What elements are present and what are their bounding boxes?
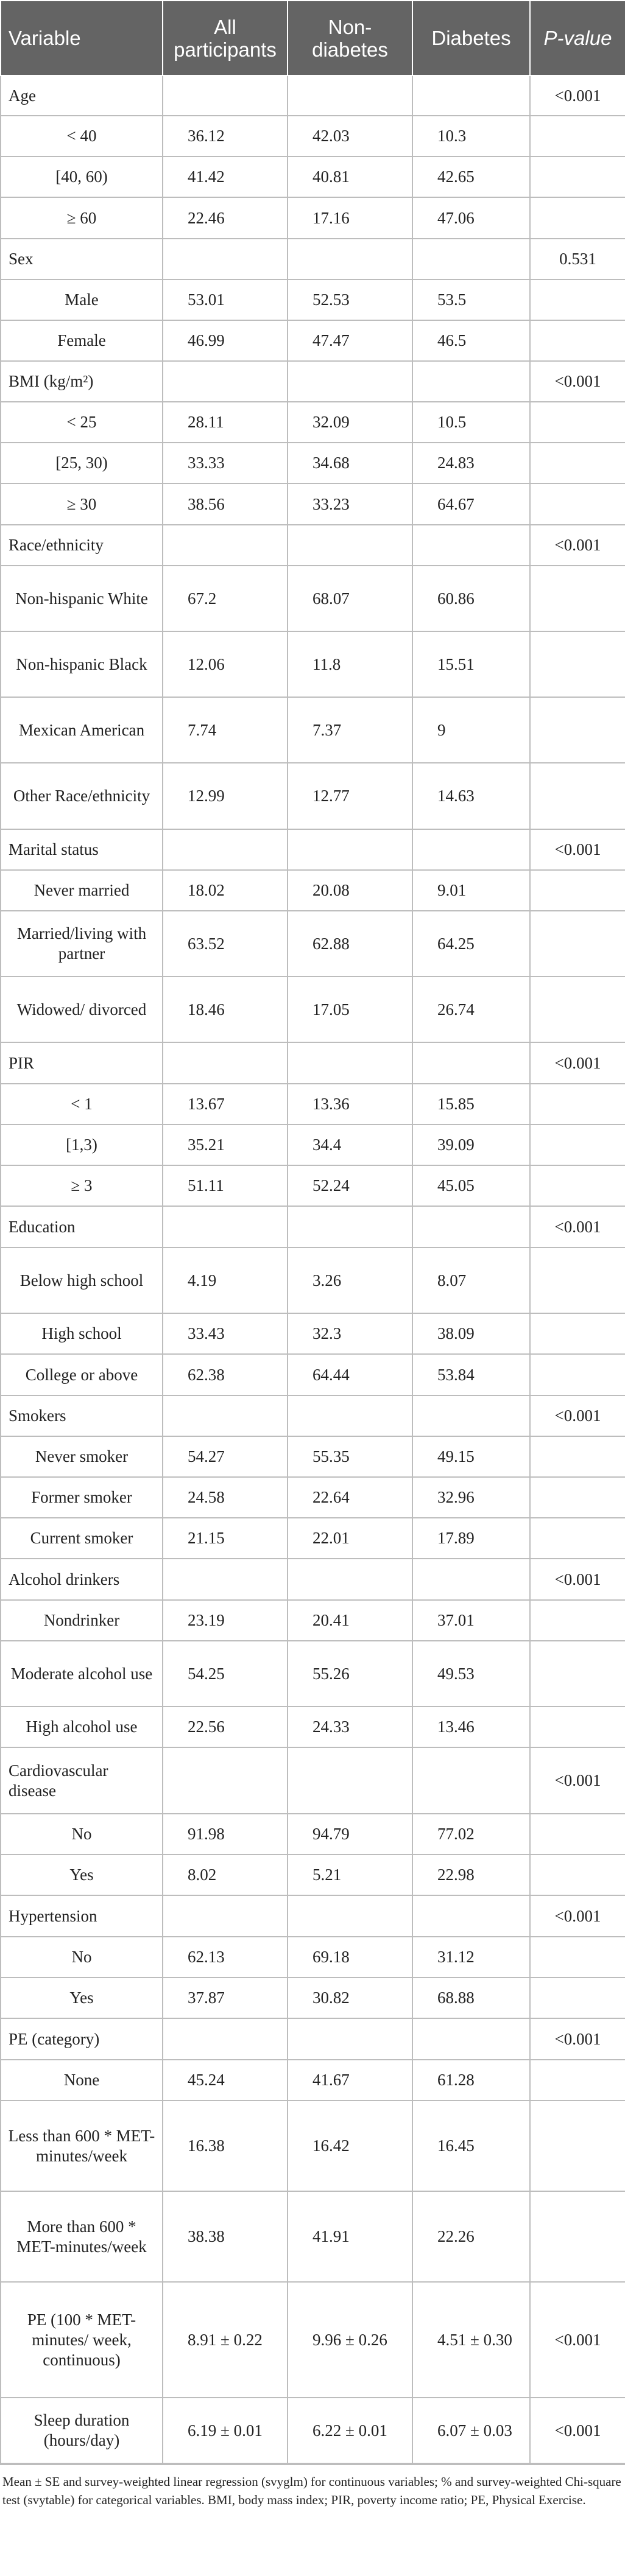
cell-non-diabetes — [288, 2018, 412, 2060]
cell-non-diabetes: 55.26 — [288, 1641, 412, 1707]
cell-all: 54.27 — [163, 1436, 288, 1477]
cell-p-value: 0.531 — [530, 239, 625, 279]
header-p-value: P-value — [530, 1, 625, 75]
cell-non-diabetes: 17.16 — [288, 197, 412, 239]
table-header-row — [1, 1, 625, 75]
cell-all: 12.99 — [163, 763, 288, 829]
cell-p-value: <0.001 — [530, 1747, 625, 1814]
cell-non-diabetes: 33.23 — [288, 483, 412, 525]
category-row — [1, 1895, 625, 1937]
cell-p-value — [530, 1814, 625, 1855]
cell-diabetes: 53.84 — [412, 1354, 530, 1395]
row-label: Female — [1, 320, 163, 361]
cell-p-value — [530, 911, 625, 977]
cell-p-value: <0.001 — [530, 2282, 625, 2398]
cell-all: 38.56 — [163, 483, 288, 525]
cell-all: 28.11 — [163, 402, 288, 443]
cell-non-diabetes: 5.21 — [288, 1855, 412, 1895]
cell-p-value: <0.001 — [530, 361, 625, 402]
cell-diabetes: 14.63 — [412, 763, 530, 829]
cell-p-value — [530, 1436, 625, 1477]
cell-diabetes: 22.26 — [412, 2191, 530, 2282]
cell-diabetes: 46.5 — [412, 320, 530, 361]
cell-all: 37.87 — [163, 1978, 288, 2018]
cell-non-diabetes: 22.01 — [288, 1518, 412, 1559]
cell-p-value — [530, 1641, 625, 1707]
cell-non-diabetes: 9.96 ± 0.26 — [288, 2282, 412, 2398]
row-label: PE (100 * MET-minutes/ week, continuous) — [1, 2282, 163, 2398]
cell-all: 33.43 — [163, 1313, 288, 1354]
row-label: Never married — [1, 870, 163, 911]
cell-all: 63.52 — [163, 911, 288, 977]
cell-non-diabetes: 68.07 — [288, 566, 412, 631]
cell-diabetes: 16.45 — [412, 2100, 530, 2191]
cell-all: 18.46 — [163, 977, 288, 1042]
cell-all: 38.38 — [163, 2191, 288, 2282]
cell-non-diabetes: 12.77 — [288, 763, 412, 829]
cell-all: 16.38 — [163, 2100, 288, 2191]
cell-p-value — [530, 402, 625, 443]
row-label: Less than 600 * MET-minutes/week — [1, 2100, 163, 2191]
cell-diabetes: 10.5 — [412, 402, 530, 443]
cell-p-value — [530, 870, 625, 911]
cell-all — [163, 75, 288, 116]
cell-diabetes: 32.96 — [412, 1477, 530, 1518]
cell-diabetes: 37.01 — [412, 1600, 530, 1641]
cell-non-diabetes — [288, 1895, 412, 1937]
cell-diabetes: 13.46 — [412, 1707, 530, 1747]
cell-non-diabetes: 32.3 — [288, 1313, 412, 1354]
table-row — [1, 156, 625, 197]
cell-diabetes: 49.53 — [412, 1641, 530, 1707]
cell-all: 8.91 ± 0.22 — [163, 2282, 288, 2398]
row-label: Other Race/ethnicity — [1, 763, 163, 829]
row-label: Moderate alcohol use — [1, 1641, 163, 1707]
table-row — [1, 1313, 625, 1354]
cell-non-diabetes: 55.35 — [288, 1436, 412, 1477]
row-label: ≥ 3 — [1, 1165, 163, 1206]
cell-diabetes: 31.12 — [412, 1937, 530, 1978]
row-label: < 40 — [1, 116, 163, 156]
cell-p-value — [530, 320, 625, 361]
cell-diabetes — [412, 75, 530, 116]
row-label: [40, 60) — [1, 156, 163, 197]
category-row — [1, 829, 625, 870]
row-label: Sleep duration (hours/day) — [1, 2398, 163, 2463]
cell-p-value: <0.001 — [530, 1206, 625, 1248]
cell-non-diabetes: 62.88 — [288, 911, 412, 977]
category-row — [1, 75, 625, 116]
table-row — [1, 2191, 625, 2282]
cell-all — [163, 1395, 288, 1436]
cell-diabetes: 6.07 ± 0.03 — [412, 2398, 530, 2463]
cell-p-value: <0.001 — [530, 1042, 625, 1084]
row-label: No — [1, 1814, 163, 1855]
cell-non-diabetes: 11.8 — [288, 631, 412, 697]
cell-all: 23.19 — [163, 1600, 288, 1641]
cell-p-value — [530, 116, 625, 156]
table-row — [1, 911, 625, 977]
row-label: Widowed/ divorced — [1, 977, 163, 1042]
cell-p-value — [530, 1600, 625, 1641]
row-label: Yes — [1, 1855, 163, 1895]
cell-non-diabetes: 47.47 — [288, 320, 412, 361]
table-row — [1, 870, 625, 911]
cell-diabetes — [412, 1895, 530, 1937]
cell-all — [163, 525, 288, 566]
table-row — [1, 2282, 625, 2398]
row-label: < 25 — [1, 402, 163, 443]
table-row — [1, 566, 625, 631]
category-row — [1, 1559, 625, 1600]
header-diabetes: Diabetes — [412, 1, 530, 75]
cell-p-value: <0.001 — [530, 75, 625, 116]
cell-p-value — [530, 1354, 625, 1395]
cell-diabetes: 39.09 — [412, 1125, 530, 1165]
category-row — [1, 239, 625, 279]
cell-diabetes — [412, 829, 530, 870]
row-label: [1,3) — [1, 1125, 163, 1165]
cell-p-value — [530, 2060, 625, 2100]
cell-diabetes — [412, 239, 530, 279]
table-row — [1, 402, 625, 443]
cell-non-diabetes: 41.91 — [288, 2191, 412, 2282]
cell-non-diabetes: 20.41 — [288, 1600, 412, 1641]
table-row — [1, 631, 625, 697]
cell-non-diabetes: 32.09 — [288, 402, 412, 443]
cell-all — [163, 1206, 288, 1248]
cell-all: 22.46 — [163, 197, 288, 239]
cell-p-value — [530, 1978, 625, 2018]
cell-diabetes: 15.85 — [412, 1084, 530, 1125]
cell-all — [163, 2018, 288, 2060]
cell-all — [163, 1559, 288, 1600]
row-label: High school — [1, 1313, 163, 1354]
cell-p-value — [530, 483, 625, 525]
table-row — [1, 1641, 625, 1707]
cell-p-value — [530, 2100, 625, 2191]
row-label: Former smoker — [1, 1477, 163, 1518]
table-footnote: Mean ± SE and survey-weighted linear regression (svyglm) for continuous variables; % and survey-weighted Chi-square test (svytable) for categorical variables. BMI, body mass index; PIR, poverty income ratio; PE, Physical Exercise. — [0, 2464, 625, 2509]
cell-all — [163, 361, 288, 402]
cell-all: 36.12 — [163, 116, 288, 156]
cell-p-value — [530, 279, 625, 320]
cell-all: 18.02 — [163, 870, 288, 911]
category-label: Marital status — [1, 829, 163, 870]
table-row — [1, 320, 625, 361]
row-label: More than 600 * MET-minutes/week — [1, 2191, 163, 2282]
cell-p-value — [530, 1937, 625, 1978]
cell-p-value — [530, 697, 625, 763]
cell-all: 22.56 — [163, 1707, 288, 1747]
category-label: PIR — [1, 1042, 163, 1084]
cell-all: 91.98 — [163, 1814, 288, 1855]
table-row — [1, 2100, 625, 2191]
cell-diabetes: 47.06 — [412, 197, 530, 239]
table-row — [1, 763, 625, 829]
cell-diabetes: 53.5 — [412, 279, 530, 320]
cell-non-diabetes: 94.79 — [288, 1814, 412, 1855]
cell-non-diabetes: 64.44 — [288, 1354, 412, 1395]
cell-non-diabetes: 34.68 — [288, 443, 412, 483]
cell-p-value: <0.001 — [530, 1395, 625, 1436]
table-row — [1, 1814, 625, 1855]
table-row — [1, 1978, 625, 2018]
cell-diabetes: 9 — [412, 697, 530, 763]
cell-p-value — [530, 1165, 625, 1206]
cell-diabetes: 24.83 — [412, 443, 530, 483]
cell-diabetes: 64.25 — [412, 911, 530, 977]
row-label: Married/living with partner — [1, 911, 163, 977]
cell-non-diabetes — [288, 361, 412, 402]
cell-non-diabetes: 30.82 — [288, 1978, 412, 2018]
cell-p-value: <0.001 — [530, 829, 625, 870]
cell-p-value: <0.001 — [530, 2398, 625, 2463]
cell-diabetes — [412, 2018, 530, 2060]
cell-non-diabetes — [288, 239, 412, 279]
table-row — [1, 1477, 625, 1518]
category-label: Age — [1, 75, 163, 116]
cell-all: 33.33 — [163, 443, 288, 483]
row-label: Never smoker — [1, 1436, 163, 1477]
cell-non-diabetes: 16.42 — [288, 2100, 412, 2191]
cell-all: 62.38 — [163, 1354, 288, 1395]
cell-diabetes: 64.67 — [412, 483, 530, 525]
header-non-diabetes: Non-diabetes — [288, 1, 412, 75]
table-row — [1, 977, 625, 1042]
cell-all: 13.67 — [163, 1084, 288, 1125]
cell-p-value — [530, 566, 625, 631]
cell-p-value — [530, 443, 625, 483]
category-row — [1, 1042, 625, 1084]
cell-non-diabetes: 34.4 — [288, 1125, 412, 1165]
cell-diabetes — [412, 1395, 530, 1436]
cell-p-value — [530, 197, 625, 239]
cell-p-value — [530, 2191, 625, 2282]
cell-non-diabetes: 52.24 — [288, 1165, 412, 1206]
cell-non-diabetes: 6.22 ± 0.01 — [288, 2398, 412, 2463]
cell-diabetes: 77.02 — [412, 1814, 530, 1855]
cell-p-value: <0.001 — [530, 525, 625, 566]
table-row — [1, 1855, 625, 1895]
cell-p-value — [530, 1248, 625, 1313]
table-row — [1, 1248, 625, 1313]
cell-non-diabetes: 20.08 — [288, 870, 412, 911]
cell-non-diabetes — [288, 829, 412, 870]
table-row — [1, 2398, 625, 2463]
cell-diabetes — [412, 1042, 530, 1084]
cell-non-diabetes — [288, 75, 412, 116]
row-label: Below high school — [1, 1248, 163, 1313]
table-row — [1, 1707, 625, 1747]
cell-p-value — [530, 156, 625, 197]
cell-non-diabetes: 7.37 — [288, 697, 412, 763]
cell-all: 62.13 — [163, 1937, 288, 1978]
cell-p-value: <0.001 — [530, 1895, 625, 1937]
cell-p-value — [530, 1125, 625, 1165]
cell-all: 4.19 — [163, 1248, 288, 1313]
cell-all: 6.19 ± 0.01 — [163, 2398, 288, 2463]
cell-p-value — [530, 631, 625, 697]
cell-all: 21.15 — [163, 1518, 288, 1559]
table-row — [1, 443, 625, 483]
cell-p-value — [530, 977, 625, 1042]
cell-diabetes: 10.3 — [412, 116, 530, 156]
cell-p-value — [530, 1855, 625, 1895]
cell-all: 53.01 — [163, 279, 288, 320]
cell-diabetes: 42.65 — [412, 156, 530, 197]
header-variable: Variable — [1, 1, 163, 75]
category-label: PE (category) — [1, 2018, 163, 2060]
cell-all: 8.02 — [163, 1855, 288, 1895]
category-label: BMI (kg/m²) — [1, 361, 163, 402]
category-row — [1, 2018, 625, 2060]
cell-p-value — [530, 1084, 625, 1125]
cell-diabetes: 22.98 — [412, 1855, 530, 1895]
cell-diabetes: 45.05 — [412, 1165, 530, 1206]
cell-non-diabetes: 69.18 — [288, 1937, 412, 1978]
table-row — [1, 697, 625, 763]
cell-p-value — [530, 763, 625, 829]
row-label: Current smoker — [1, 1518, 163, 1559]
category-label: Hypertension — [1, 1895, 163, 1937]
row-label: ≥ 30 — [1, 483, 163, 525]
row-label: High alcohol use — [1, 1707, 163, 1747]
category-row — [1, 1206, 625, 1248]
table-row — [1, 197, 625, 239]
row-label: None — [1, 2060, 163, 2100]
cell-p-value — [530, 1477, 625, 1518]
cell-non-diabetes: 22.64 — [288, 1477, 412, 1518]
cell-all — [163, 239, 288, 279]
row-label: < 1 — [1, 1084, 163, 1125]
category-label: Education — [1, 1206, 163, 1248]
cell-p-value: <0.001 — [530, 1559, 625, 1600]
table-row — [1, 1125, 625, 1165]
row-label: No — [1, 1937, 163, 1978]
header-all-participants: All participants — [163, 1, 288, 75]
row-label: Nondrinker — [1, 1600, 163, 1641]
cell-non-diabetes — [288, 1206, 412, 1248]
cell-diabetes — [412, 525, 530, 566]
category-row — [1, 525, 625, 566]
category-label: Sex — [1, 239, 163, 279]
cell-diabetes: 38.09 — [412, 1313, 530, 1354]
row-label: Yes — [1, 1978, 163, 2018]
cell-diabetes — [412, 1559, 530, 1600]
cell-diabetes — [412, 1206, 530, 1248]
cell-diabetes: 8.07 — [412, 1248, 530, 1313]
table-row — [1, 1518, 625, 1559]
cell-non-diabetes: 41.67 — [288, 2060, 412, 2100]
cell-all: 54.25 — [163, 1641, 288, 1707]
cell-non-diabetes: 40.81 — [288, 156, 412, 197]
cell-diabetes: 4.51 ± 0.30 — [412, 2282, 530, 2398]
category-row — [1, 361, 625, 402]
cell-non-diabetes: 42.03 — [288, 116, 412, 156]
cell-diabetes: 60.86 — [412, 566, 530, 631]
cell-all: 51.11 — [163, 1165, 288, 1206]
table-row — [1, 1354, 625, 1395]
table-row — [1, 279, 625, 320]
cell-non-diabetes — [288, 1395, 412, 1436]
row-label: [25, 30) — [1, 443, 163, 483]
cell-non-diabetes: 24.33 — [288, 1707, 412, 1747]
cell-non-diabetes — [288, 1559, 412, 1600]
cell-all: 41.42 — [163, 156, 288, 197]
row-label: Non-hispanic White — [1, 566, 163, 631]
cell-all: 7.74 — [163, 697, 288, 763]
cell-non-diabetes: 3.26 — [288, 1248, 412, 1313]
cell-p-value — [530, 1707, 625, 1747]
table-row — [1, 1600, 625, 1641]
table-row — [1, 1436, 625, 1477]
cell-diabetes: 49.15 — [412, 1436, 530, 1477]
row-label: ≥ 60 — [1, 197, 163, 239]
cell-all: 24.58 — [163, 1477, 288, 1518]
category-row — [1, 1747, 625, 1814]
cell-p-value — [530, 1313, 625, 1354]
category-row — [1, 1395, 625, 1436]
cell-p-value — [530, 1518, 625, 1559]
cell-all: 67.2 — [163, 566, 288, 631]
table-row — [1, 1937, 625, 1978]
row-label: College or above — [1, 1354, 163, 1395]
cell-all: 12.06 — [163, 631, 288, 697]
category-label: Alcohol drinkers — [1, 1559, 163, 1600]
cell-diabetes: 68.88 — [412, 1978, 530, 2018]
cell-non-diabetes: 13.36 — [288, 1084, 412, 1125]
cell-non-diabetes — [288, 1042, 412, 1084]
cell-all — [163, 829, 288, 870]
row-label: Non-hispanic Black — [1, 631, 163, 697]
table-row — [1, 1165, 625, 1206]
row-label: Male — [1, 279, 163, 320]
cell-diabetes — [412, 361, 530, 402]
cell-diabetes: 17.89 — [412, 1518, 530, 1559]
cell-diabetes: 61.28 — [412, 2060, 530, 2100]
cell-diabetes: 15.51 — [412, 631, 530, 697]
cell-all — [163, 1747, 288, 1814]
cell-diabetes — [412, 1747, 530, 1814]
table-row — [1, 483, 625, 525]
category-label: Smokers — [1, 1395, 163, 1436]
cell-all: 35.21 — [163, 1125, 288, 1165]
category-label: Cardiovascular disease — [1, 1747, 163, 1814]
cell-all: 46.99 — [163, 320, 288, 361]
row-label: Mexican American — [1, 697, 163, 763]
cell-non-diabetes — [288, 1747, 412, 1814]
cell-diabetes: 9.01 — [412, 870, 530, 911]
cell-p-value: <0.001 — [530, 2018, 625, 2060]
cell-diabetes: 26.74 — [412, 977, 530, 1042]
cell-all — [163, 1042, 288, 1084]
table-row — [1, 116, 625, 156]
table-row — [1, 2060, 625, 2100]
cell-all — [163, 1895, 288, 1937]
cell-non-diabetes — [288, 525, 412, 566]
cell-non-diabetes: 17.05 — [288, 977, 412, 1042]
cell-all: 45.24 — [163, 2060, 288, 2100]
table-row — [1, 1084, 625, 1125]
category-label: Race/ethnicity — [1, 525, 163, 566]
cell-non-diabetes: 52.53 — [288, 279, 412, 320]
